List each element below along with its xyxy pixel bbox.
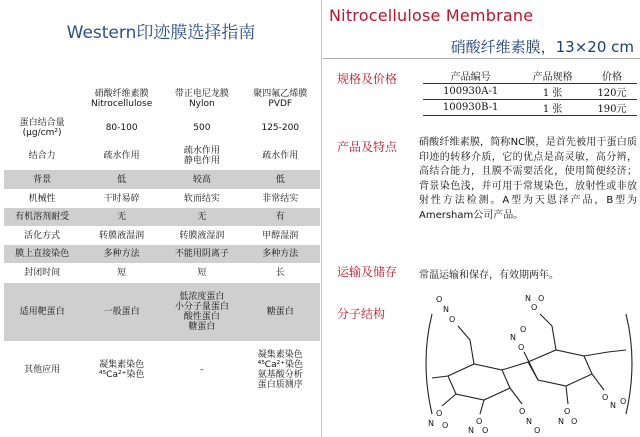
cell-line: 转膜液湿润 bbox=[179, 230, 225, 241]
atom-label: N bbox=[526, 417, 532, 426]
row-label-line: 蛋白结合量 bbox=[19, 118, 65, 128]
cell-line: 有 bbox=[275, 212, 285, 222]
cell-line: 酸性蛋白 bbox=[183, 312, 220, 322]
spec-code: 100930B-1 bbox=[423, 100, 518, 116]
cell-line: 不能用阴离子 bbox=[174, 249, 229, 259]
cell-line: 较高 bbox=[192, 174, 211, 185]
corner-cell bbox=[4, 84, 80, 114]
product-title-en: Nitrocellulose Membrane bbox=[329, 6, 534, 25]
substituent-bond bbox=[442, 394, 456, 406]
table-cell bbox=[163, 341, 240, 399]
cell-line: 一般蛋白 bbox=[103, 307, 140, 317]
panel-divider bbox=[321, 0, 322, 437]
spec-row bbox=[423, 84, 637, 100]
table-row bbox=[4, 114, 320, 142]
table-cell bbox=[241, 142, 320, 170]
table-cell bbox=[80, 226, 163, 245]
table-cell bbox=[241, 245, 320, 263]
atom-label: N bbox=[525, 294, 531, 303]
table-cell bbox=[163, 114, 240, 142]
row-label-line: 机械性 bbox=[28, 193, 56, 204]
cell-line: 80-100 bbox=[105, 123, 138, 133]
cell-line: 无 bbox=[197, 212, 207, 222]
row-label bbox=[4, 189, 80, 208]
cell-line: 甲醇湿润 bbox=[262, 230, 299, 241]
table-cell bbox=[80, 263, 163, 283]
cell-line: 多种方法 bbox=[103, 249, 140, 259]
row-label bbox=[4, 341, 80, 399]
cell-line: 干时易碎 bbox=[103, 193, 140, 204]
spec-size: 1 张 bbox=[518, 100, 587, 116]
spec-price: 120元 bbox=[587, 84, 637, 100]
comparison-table-body bbox=[4, 114, 320, 399]
cell-line: 长 bbox=[275, 268, 285, 278]
table-row bbox=[4, 226, 320, 245]
cell-line: ⁴⁵Ca²⁺染色 bbox=[257, 360, 303, 370]
table-cell bbox=[163, 263, 240, 283]
row-label-line: 活化方式 bbox=[24, 230, 61, 241]
cell-line: 凝集素染色 bbox=[99, 360, 145, 370]
atom-label: O bbox=[571, 417, 578, 426]
table-cell bbox=[241, 263, 320, 283]
atom-label: O bbox=[436, 295, 443, 304]
cell-line: 糖蛋白 bbox=[188, 322, 216, 332]
cell-line: 无 bbox=[117, 212, 127, 222]
cell-line: 多种方法 bbox=[262, 249, 299, 259]
table-row bbox=[4, 142, 320, 170]
column-header-en: PVDF bbox=[268, 99, 293, 109]
glucose-ring-2 bbox=[528, 350, 592, 386]
table-cell bbox=[241, 189, 320, 208]
atom-label: O bbox=[564, 407, 571, 416]
substituent-bond bbox=[540, 314, 556, 350]
cell-line: 500 bbox=[193, 123, 211, 133]
row-label bbox=[4, 245, 80, 263]
cell-line: 软而结实 bbox=[183, 193, 220, 204]
table-cell bbox=[163, 226, 240, 245]
table-row bbox=[4, 208, 320, 226]
cell-line: 凝集素染色 bbox=[257, 350, 303, 360]
column-header-nylon bbox=[163, 84, 240, 114]
table-cell bbox=[80, 170, 163, 189]
table-cell bbox=[163, 142, 240, 170]
cell-line: 短 bbox=[117, 268, 127, 278]
membrane-comparison-table bbox=[4, 84, 320, 399]
row-label bbox=[4, 208, 80, 226]
cell-line: 转膜液湿润 bbox=[99, 230, 145, 241]
row-label-line: 结合力 bbox=[28, 151, 56, 161]
table-row bbox=[4, 341, 320, 399]
substituent-bond bbox=[510, 388, 522, 404]
cell-line: 疏水作用 bbox=[183, 146, 220, 156]
table-row bbox=[4, 170, 320, 189]
table-cell bbox=[163, 170, 240, 189]
substituent-bond bbox=[566, 386, 568, 404]
table-cell bbox=[80, 208, 163, 226]
atom-label: O bbox=[519, 407, 526, 416]
features-text: 硝酸纤维素膜，简称NC膜，是首先被用于蛋白质印迹的转移介质，它的优点是高灵敏，高分辨，高结合能力，且膜不需要活化，使用简便经济；背景染色浅，并可用于常规染色，放射性或非放射性方法检测。A型为天恩泽产品，B型为Amersham公司产品。 bbox=[419, 137, 637, 221]
column-header-cn: 硝酸纤维素膜 bbox=[94, 89, 149, 99]
column-header-cn: 带正电尼龙膜 bbox=[174, 89, 229, 99]
atom-label: N bbox=[510, 333, 516, 342]
substituent-bond bbox=[480, 400, 484, 414]
cell-line: 蛋白质测序 bbox=[257, 380, 303, 390]
cell-line: 氨基酸分析 bbox=[257, 370, 303, 380]
atom-label: N bbox=[468, 426, 474, 434]
substituent-bond bbox=[524, 352, 538, 380]
table-cell bbox=[241, 114, 320, 142]
spec-header-size: 产品规格 bbox=[518, 68, 587, 84]
atom-label: O bbox=[602, 393, 609, 402]
cell-line: 糖蛋白 bbox=[266, 307, 294, 317]
glucose-ring-1 bbox=[448, 364, 510, 400]
atom-label: O bbox=[449, 315, 456, 324]
table-cell bbox=[241, 170, 320, 189]
glycosidic-bond bbox=[502, 362, 528, 370]
row-label bbox=[4, 263, 80, 283]
atom-label: O bbox=[520, 325, 527, 334]
row-label-line: 其他应用 bbox=[24, 365, 61, 375]
row-label bbox=[4, 142, 80, 170]
atom-label: O bbox=[534, 426, 541, 434]
chain-link bbox=[608, 350, 626, 352]
spec-size: 1 张 bbox=[518, 84, 587, 100]
table-cell bbox=[80, 245, 163, 263]
table-cell bbox=[163, 245, 240, 263]
atom-label: N bbox=[428, 419, 434, 428]
cell-line: 125-200 bbox=[261, 123, 300, 133]
row-label bbox=[4, 226, 80, 245]
cell-line: 低 bbox=[275, 174, 285, 185]
cell-line: 静电作用 bbox=[183, 156, 220, 166]
column-header-en: Nitrocellulose bbox=[91, 99, 153, 109]
table-cell bbox=[241, 226, 320, 245]
features-label: 产品及特点 bbox=[337, 140, 398, 154]
left-bracket bbox=[426, 314, 432, 414]
cell-line: 低浓度蛋白 bbox=[179, 292, 225, 302]
atom-label: O bbox=[476, 417, 483, 426]
substituent-bond bbox=[592, 374, 604, 390]
chain-link bbox=[432, 376, 448, 378]
atom-label: O bbox=[538, 294, 545, 303]
table-cell bbox=[241, 283, 320, 341]
column-header-nitrocellulose bbox=[80, 84, 163, 114]
cell-line: 非常结实 bbox=[262, 193, 299, 204]
atom-label: N bbox=[558, 417, 564, 426]
product-panel bbox=[323, 0, 640, 437]
right-bracket bbox=[626, 314, 632, 414]
row-label bbox=[4, 170, 80, 189]
row-label-line: (μg/cm²) bbox=[22, 128, 62, 138]
spec-header-price: 价格 bbox=[587, 68, 637, 84]
row-label-line: 封闭时间 bbox=[24, 268, 61, 278]
cell-line: 短 bbox=[197, 268, 207, 278]
chain-link bbox=[584, 352, 608, 356]
table-header-row bbox=[4, 84, 320, 114]
title-divider bbox=[323, 58, 640, 59]
cell-line: 疏水作用 bbox=[103, 151, 140, 161]
molecular-structure-diagram bbox=[418, 292, 638, 434]
atom-label: O bbox=[482, 426, 489, 434]
storage-text: 常温运输和保存，有效期两年。 bbox=[419, 270, 559, 281]
spec-row bbox=[423, 100, 637, 116]
spec-table bbox=[423, 68, 637, 116]
cell-line: 小分子量蛋白 bbox=[174, 302, 229, 312]
row-label-line: 膜上直接染色 bbox=[15, 249, 70, 259]
storage-label: 运输及储存 bbox=[337, 265, 398, 279]
atom-label: O bbox=[531, 303, 538, 312]
structure-label: 分子结构 bbox=[337, 307, 386, 321]
atom-label: O bbox=[620, 397, 627, 406]
cell-line: 疏水作用 bbox=[262, 151, 299, 161]
table-cell bbox=[163, 189, 240, 208]
cell-line: - bbox=[200, 365, 204, 375]
table-cell bbox=[80, 114, 163, 142]
table-row bbox=[4, 283, 320, 341]
row-label-line: 有机溶剂耐受 bbox=[15, 212, 70, 222]
spec-code: 100930A-1 bbox=[423, 84, 518, 100]
table-cell bbox=[241, 208, 320, 226]
structure-atom-labels bbox=[428, 294, 626, 434]
guide-title: Western印迹膜选择指南 bbox=[66, 22, 256, 43]
column-header-en: Nylon bbox=[188, 99, 215, 109]
table-cell bbox=[163, 283, 240, 341]
table-cell bbox=[80, 142, 163, 170]
spec-header-code: 产品编号 bbox=[423, 68, 518, 84]
table-cell bbox=[241, 341, 320, 399]
table-row bbox=[4, 245, 320, 263]
table-cell bbox=[80, 189, 163, 208]
table-cell bbox=[80, 341, 163, 399]
table-row bbox=[4, 189, 320, 208]
product-title-cn: 硝酸纤维素膜，13×20 cm bbox=[450, 38, 634, 56]
column-header-pvdf bbox=[241, 84, 320, 114]
row-label bbox=[4, 283, 80, 341]
cell-line: ⁴⁵Ca²⁺染色 bbox=[98, 370, 145, 380]
column-header-cn: 聚四氟乙烯膜 bbox=[253, 89, 308, 99]
substituent-bond bbox=[458, 326, 474, 364]
atom-label: O bbox=[436, 409, 443, 418]
cell-line: 低 bbox=[117, 174, 127, 185]
atom-label: N bbox=[610, 401, 616, 410]
spec-header-row bbox=[423, 68, 637, 84]
atom-label: O bbox=[442, 421, 449, 430]
table-row bbox=[4, 263, 320, 283]
row-label bbox=[4, 114, 80, 142]
row-label-line: 适用靶蛋白 bbox=[19, 307, 65, 317]
row-label-line: 背景 bbox=[33, 174, 52, 185]
atom-label: N bbox=[443, 305, 449, 314]
table-cell bbox=[163, 208, 240, 226]
atom-label: O bbox=[518, 343, 525, 352]
spec-label: 规格及价格 bbox=[337, 72, 398, 86]
table-cell bbox=[80, 283, 163, 341]
spec-price: 190元 bbox=[587, 100, 637, 116]
